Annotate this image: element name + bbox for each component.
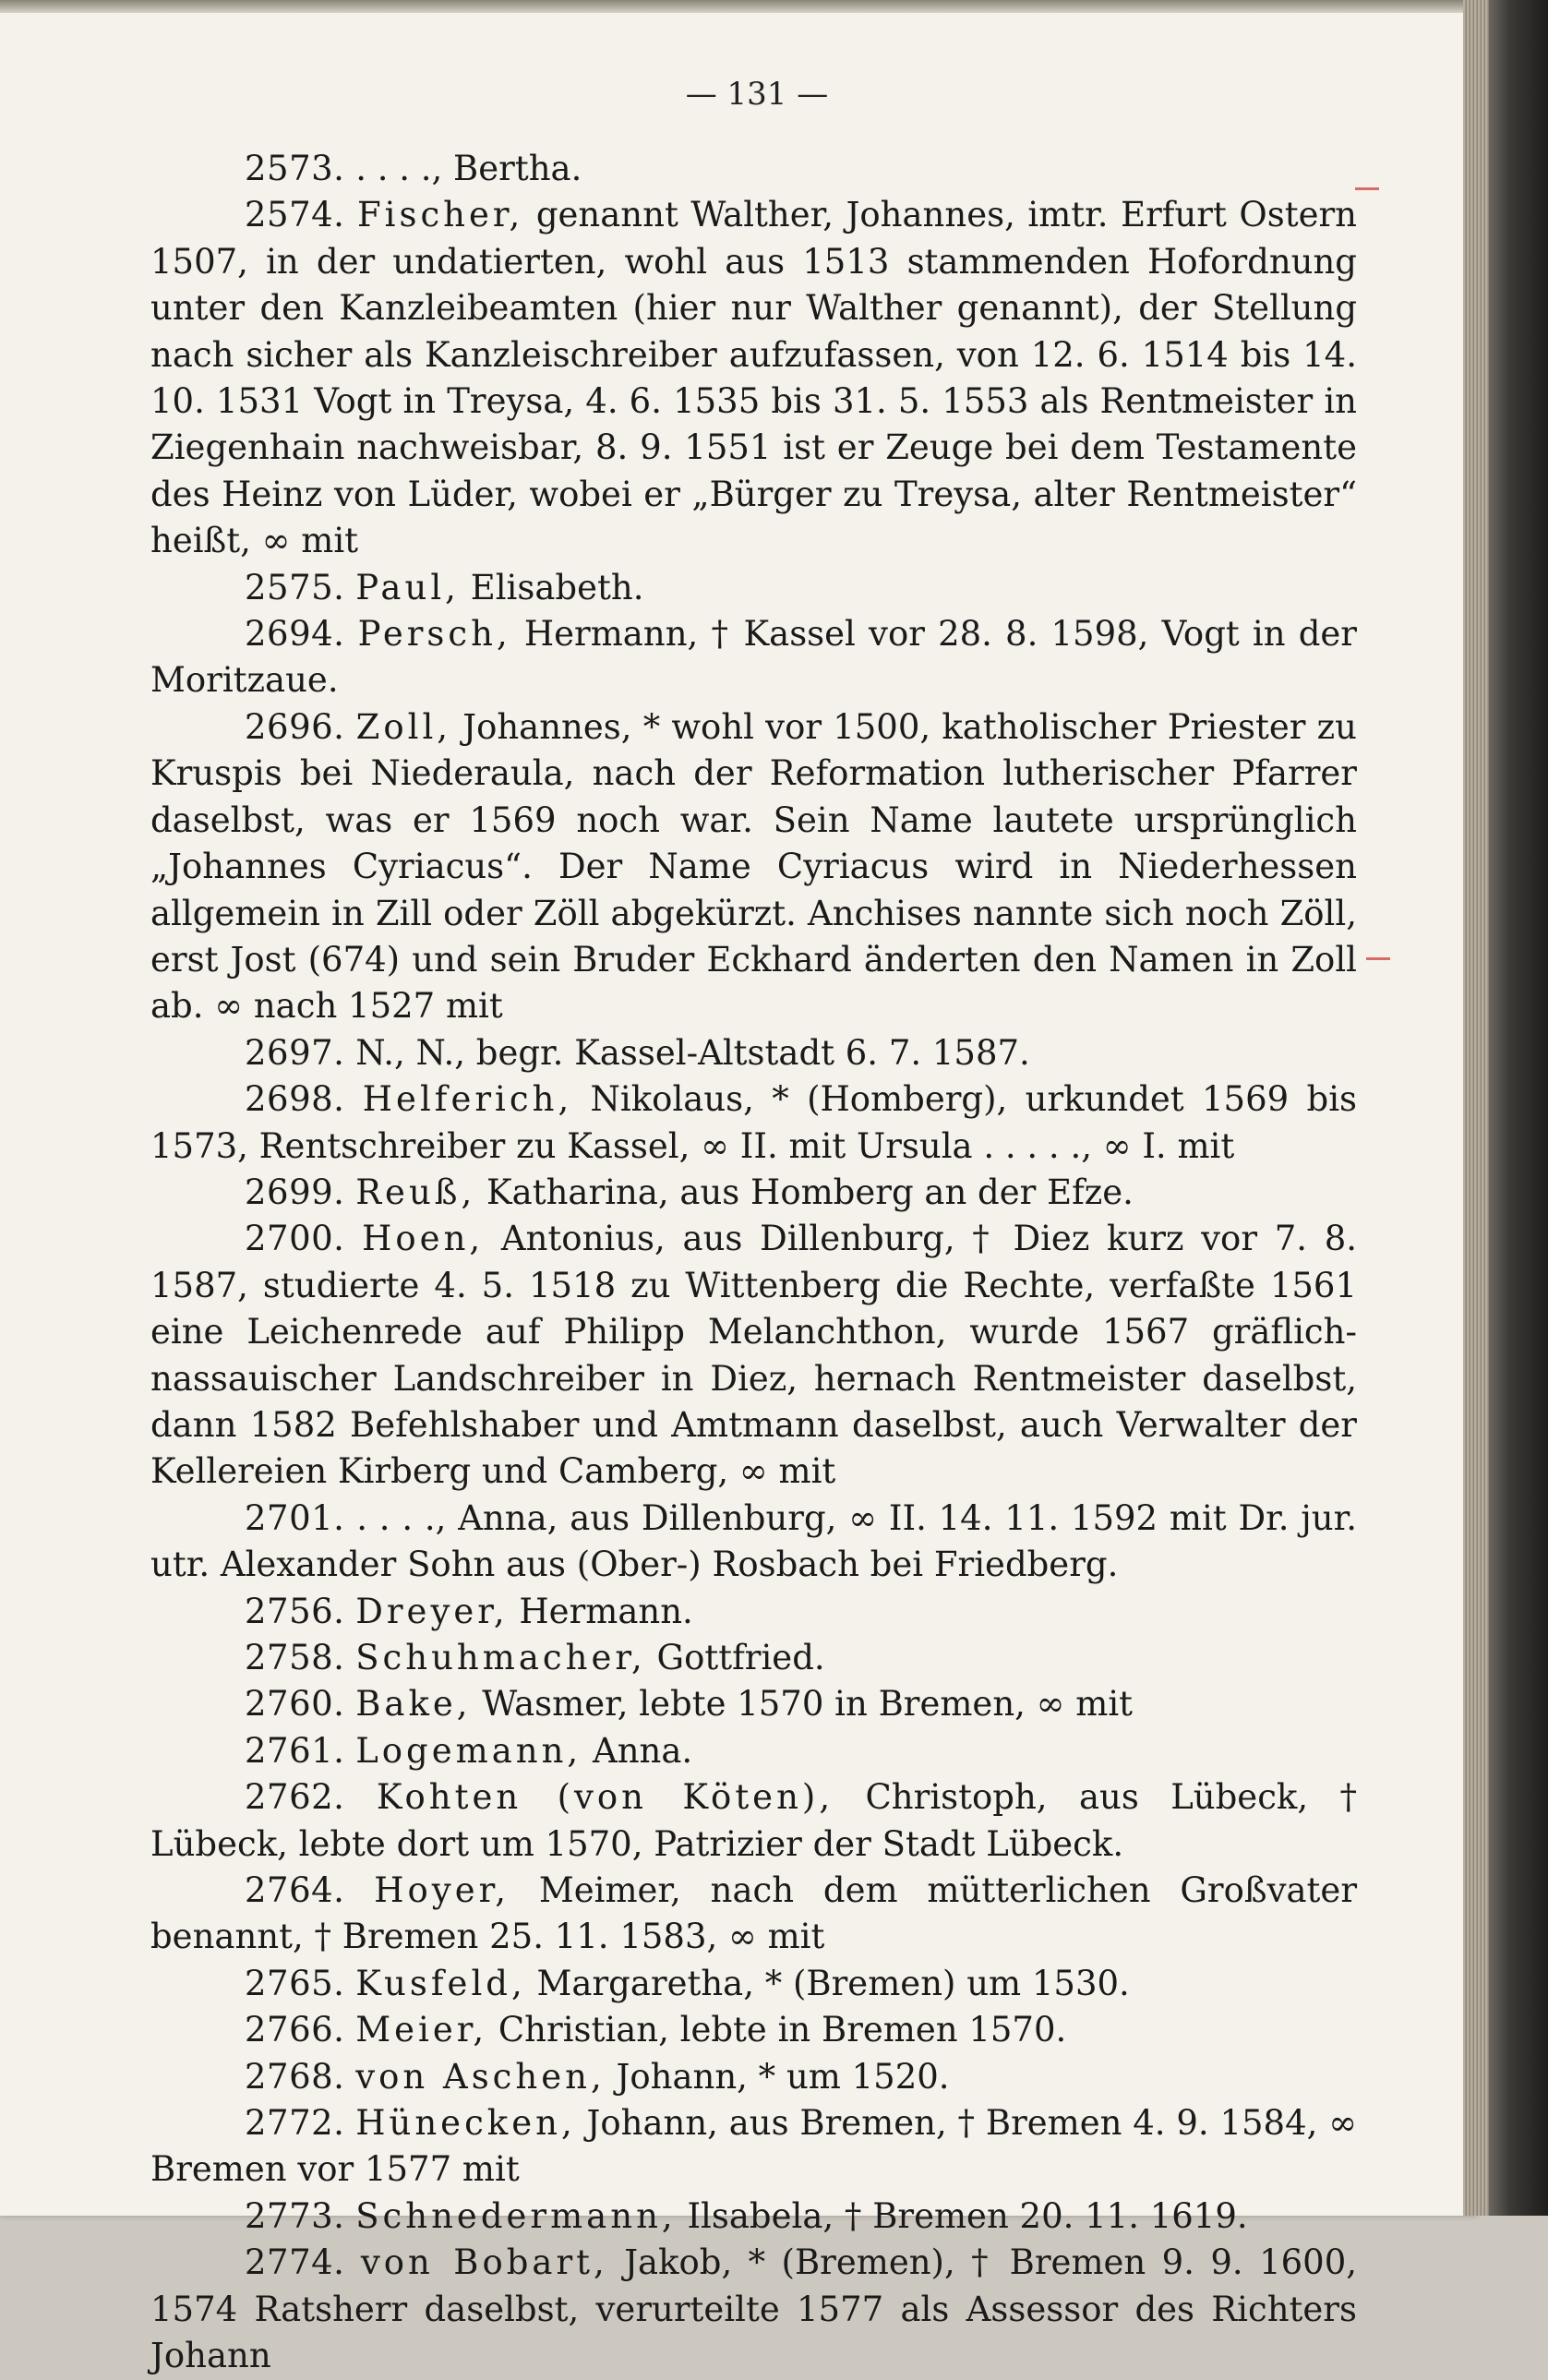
entry-2575: 2575. Paul, Elisabeth. — [245, 567, 644, 607]
book-page-edge — [1463, 0, 1548, 2216]
entry-2766: 2766. Meier, Christian, lebte in Bremen 1570. — [245, 2010, 1067, 2050]
page-number: — 131 — — [685, 76, 829, 113]
entry-2758: 2758. Schuhmacher, Gottfried. — [245, 1638, 825, 1677]
entry-2700: 2700. Hoen, Antonius, aus Dillenburg, † Diez kurz vor 7. 8. 1587, studierte 4. 5. 1518 zu Wittenberg die Rechte, verfaßte 1561 eine Leichenrede auf Philipp Melanchthon, wurde 1567 gräflich-nassauischer Landschreiber in Diez, hernach Rentmeister daselbst, dann 1582 Befehlshaber und Amtmann daselbst, auch Verwalter der Kellereien Kirberg und Camberg, ∞ mit — [150, 1219, 1358, 1492]
entry-2701: 2701. . . . ., Anna, aus Dillenburg, ∞ II. 14. 11. 1592 mit Dr. jur. utr. Alexander Sohn aus (Ober-) Rosbach bei Friedberg. — [150, 1497, 1357, 1585]
entry-2756: 2756. Dreyer, Hermann. — [245, 1591, 693, 1631]
entry-2762: 2762. Kohten (von Köten), Christoph, aus Lübeck, † Lübeck, lebte dort um 1570, Patrizier der Stadt Lübeck. — [150, 1777, 1357, 1864]
entry-2768: 2768. von Aschen, Johann, * um 1520. — [245, 2056, 950, 2097]
margin-mark — [1366, 957, 1390, 960]
entry-2765: 2765. Kusfeld, Margaretha, * (Bremen) um 1530. — [245, 1963, 1130, 2003]
entry-2772: 2772. Hünecken, Johann, aus Bremen, † Bremen 4. 9. 1584, ∞ Bremen vor 1577 mit — [150, 2103, 1358, 2190]
entry-2697: 2697. N., N., begr. Kassel-Altstadt 6. 7. 1587. — [245, 1032, 1030, 1073]
entry-2764: 2764. Hoyer, Meimer, nach dem mütterlichen Großvater benannt, † Bremen 25. 11. 1583, ∞ mit — [150, 1870, 1358, 1957]
entry-list — [150, 146, 1358, 2380]
entry-2761: 2761. Logemann, Anna. — [245, 1730, 693, 1771]
entry-2698: 2698. Helferich, Nikolaus, * (Homberg), urkundet 1569 bis 1573, Rentschreiber zu Kassel, ∞ II. mit Ursula . . . . ., ∞ I. mit — [150, 1079, 1358, 1166]
entry-2573: 2573. . . . ., Bertha. — [245, 149, 582, 188]
margin-mark — [1355, 187, 1379, 190]
entry-2694: 2694. Persch, Hermann, † Kassel vor 28. 8. 1598, Vogt in der Moritzaue. — [150, 614, 1357, 701]
page-top-shadow — [0, 0, 1477, 13]
entry-2696: 2696. Zoll, Johannes, * wohl vor 1500, katholischer Priester zu Kruspis bei Niederaula, nach der Reformation lutherischer Pfarrer daselbst, was er 1569 noch war. Sein Name lautete ursprünglich „Johannes Cyriacus“. Der Name Cyriacus wird in Niederhessen allgemein in Zill oder Zöll abgekürzt. Anchises nannte sich noch Zöll, erst Jost (674) und sein Bruder Eckhard änderten den Namen in Zoll ab. ∞ nach 1527 mit — [150, 706, 1357, 1027]
entry-2574: 2574. Fischer, genannt Walther, Johannes, imtr. Erfurt Ostern 1507, in der undatierten, wohl aus 1513 stammenden Hofordnung unter den Kanzleibeamten (hier nur Walther genannt), der Stellung nach sicher als Kanzleischreiber aufzufassen, von 12. 6. 1514 bis 14. 10. 1531 Vogt in Treysa, 4. 6. 1535 bis 31. 5. 1553 als Rentmeister in Ziegenhain nachweisbar, 8. 9. 1551 ist er Zeuge bei dem Testamente des Heinz von Lüder, wobei er „Bürger zu Treysa, alter Rentmeister“ heißt, ∞ mit — [150, 195, 1357, 561]
entry-2773: 2773. Schnedermann, Ilsabela, † Bremen 20. 11. 1619. — [245, 2195, 1248, 2236]
entry-2760: 2760. Bake, Wasmer, lebte 1570 in Bremen, ∞ mit — [245, 1684, 1134, 1725]
entry-2774: 2774. von Bobart, Jakob, * (Bremen), † Bremen 9. 9. 1600, 1574 Ratsherr daselbst, verurteilte 1577 als Assessor des Richters Johann — [150, 2242, 1357, 2376]
entry-2699: 2699. Reuß, Katharina, aus Homberg an der Efze. — [245, 1172, 1134, 1212]
